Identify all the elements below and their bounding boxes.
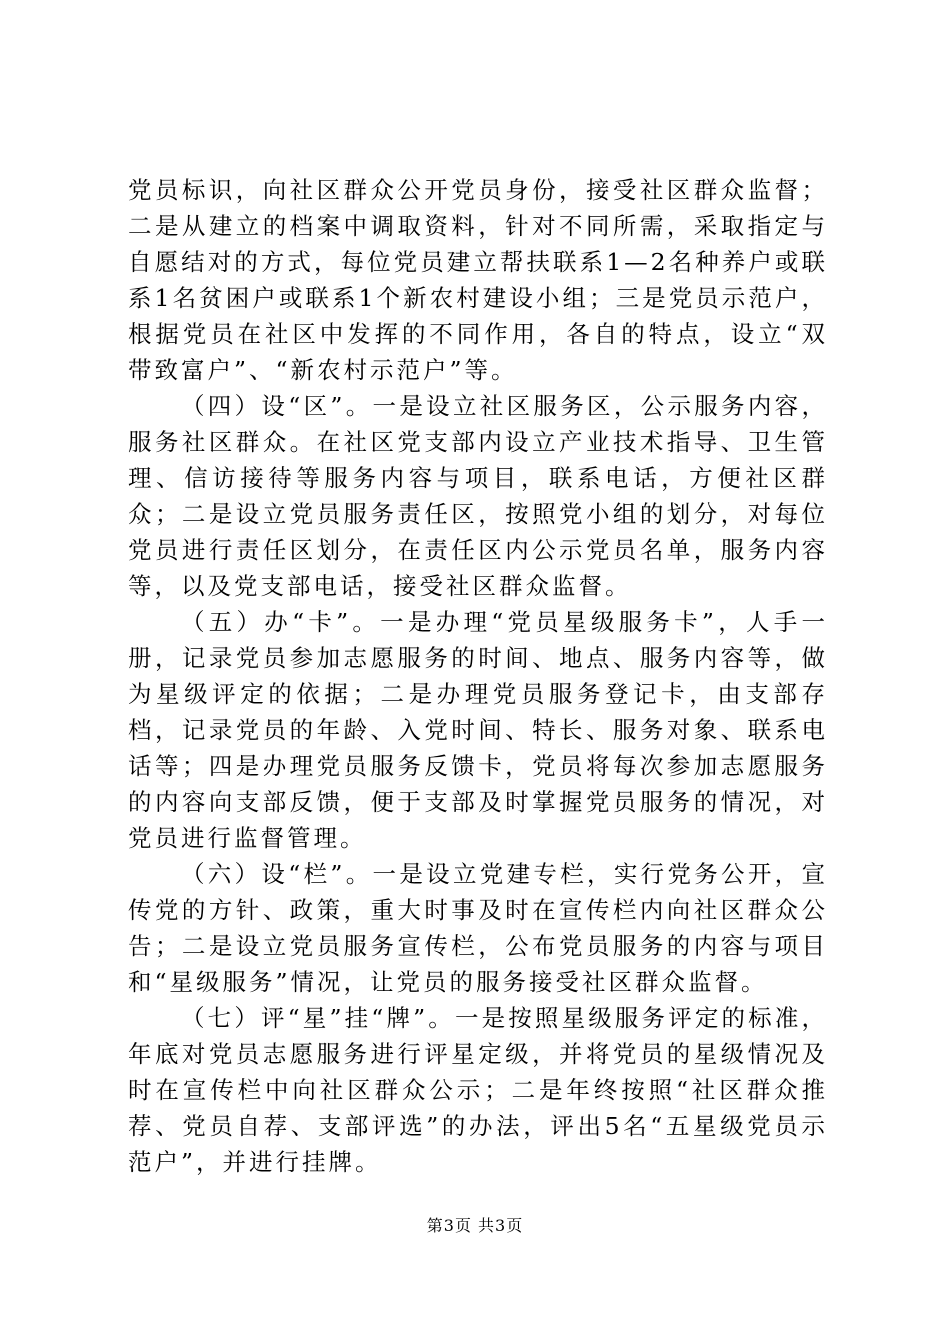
page-footer: 第3页 共3页 [426,1216,524,1235]
paragraph-continuation: 党员标识，向社区群众公开党员身份，接受社区群众监督；二是从建立的档案中调取资料，针对不同所需，采取指定与自愿结对的方式，每位党员建立帮扶联系1—2名种养户或联系1名贫困户或联系1个新农村建设小组；三是党员示范户，根据党员在社区中发挥的不同作用，各自的特点，设立“双带致富户”、“新农村示范户”等。 [128,176,828,384]
paragraph-section-6: （六）设“栏”。一是设立党建专栏，实行党务公开，宣传党的方针、政策，重大时事及时在宣传栏内向社区群众公告；二是设立党员服务宣传栏，公布党员服务的内容与项目和“星级服务”情况，让党员的服务接受社区群众监督。 [128,860,828,996]
document-body [128,172,828,1180]
paragraph-section-4: （四）设“区”。一是设立社区服务区，公示服务内容，服务社区群众。在社区党支部内设立产业技术指导、卫生管理、信访接待等服务内容与项目，联系电话，方便社区群众；二是设立党员服务责任区，按照党小组的划分，对每位党员进行责任区划分，在责任区内公示党员名单，服务内容等，以及党支部电话，接受社区群众监督。 [128,392,828,600]
paragraph-section-7: （七）评“星”挂“牌”。一是按照星级服务评定的标准，年底对党员志愿服务进行评星定级，并将党员的星级情况及时在宣传栏中向社区群众公示；二是年终按照“社区群众推荐、党员自荐、支部评选”的办法，评出5名“五星级党员示范户”，并进行挂牌。 [128,1004,828,1176]
paragraph-section-5: （五）办“卡”。一是办理“党员星级服务卡”，人手一册，记录党员参加志愿服务的时间、地点、服务内容等，做为星级评定的依据；二是办理党员服务登记卡，由支部存档，记录党员的年龄、入党时间、特长、服务对象、联系电话等；四是办理党员服务反馈卡，党员将每次参加志愿服务的内容向支部反馈，便于支部及时掌握党员服务的情况，对党员进行监督管理。 [128,608,828,852]
